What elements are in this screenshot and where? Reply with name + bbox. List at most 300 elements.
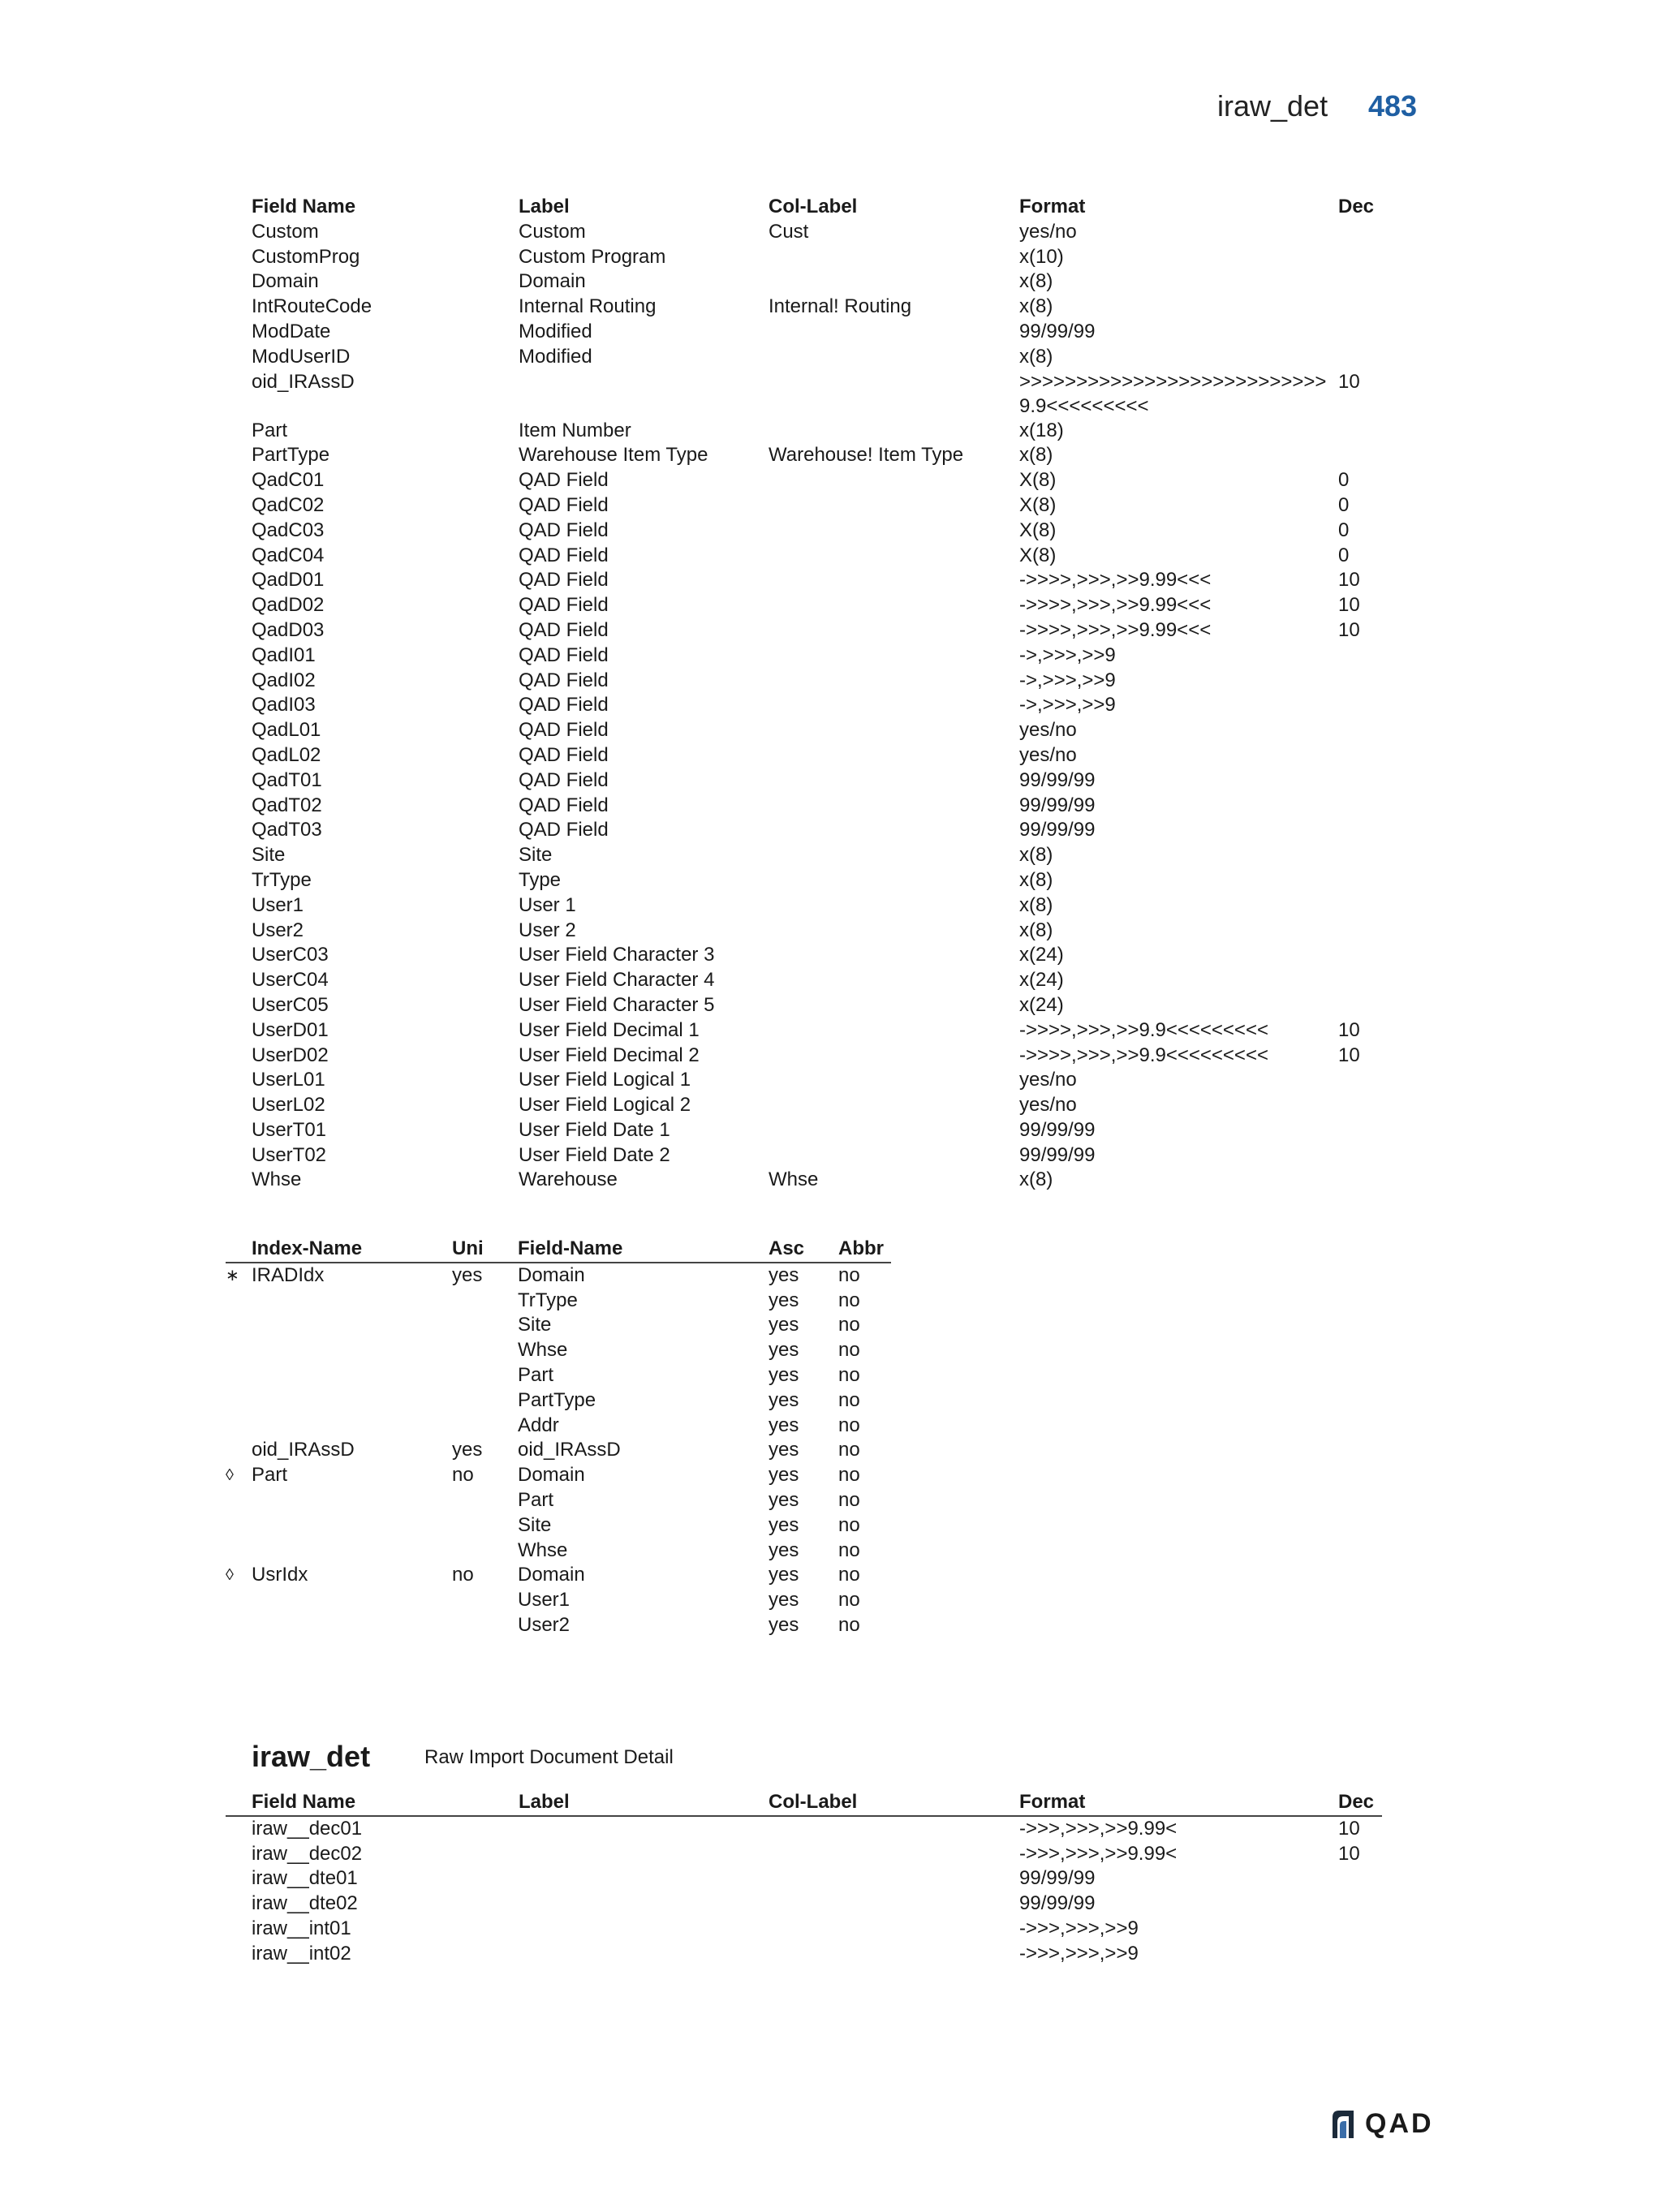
table-row (252, 968, 1387, 993)
table-row (252, 868, 1387, 893)
cell-dec (1338, 1143, 1387, 1168)
cell-field-name: Domain (518, 1564, 585, 1586)
section2-field-table (226, 1790, 1382, 1967)
cell-col-label (769, 568, 1019, 593)
cell-label: User Field Logical 1 (519, 1069, 691, 1091)
field-table (252, 195, 1387, 1193)
cell-dec (1338, 919, 1387, 944)
table-row (252, 593, 1387, 618)
cell-format: x(24) (1019, 944, 1064, 966)
cell-field-name: iraw__dec02 (252, 1842, 363, 1865)
index-marker-icon (226, 1613, 252, 1638)
cell-field-name: PartType (252, 444, 330, 467)
cell-asc: yes (769, 1464, 799, 1487)
cell-col-label (769, 419, 1019, 444)
row-spacer (226, 1866, 252, 1891)
col-header-format: Format (1019, 1790, 1338, 1816)
table-row (226, 1816, 1382, 1842)
table-row (252, 669, 1387, 694)
table-row (252, 370, 1387, 419)
cell-field-name: UserD02 (252, 1044, 329, 1066)
cell-label (519, 1942, 769, 1967)
cell-asc: yes (769, 1388, 799, 1411)
col-header-field-name: Field-Name (518, 1237, 769, 1263)
cell-field-name: QadL01 (252, 719, 321, 742)
cell-index-name (252, 1513, 452, 1539)
cell-abbr: no (838, 1289, 860, 1311)
cell-col-label (769, 1068, 1019, 1093)
cell-index-name: IRADIdx (252, 1263, 325, 1286)
cell-uni: no (452, 1464, 474, 1487)
cell-dec (1338, 768, 1387, 794)
cell-format: x(8) (1019, 868, 1053, 891)
cell-format: 99/99/99 (1019, 768, 1096, 791)
cell-label: QAD Field (519, 594, 609, 617)
cell-col-label (769, 245, 1019, 270)
cell-label: User Field Date 2 (519, 1143, 670, 1166)
table-row (226, 1866, 1382, 1891)
cell-field-name: iraw__dec01 (252, 1817, 363, 1840)
cell-field-name: oid_IRAssD (518, 1439, 621, 1461)
cell-uni (452, 1363, 518, 1388)
table-row (252, 468, 1387, 493)
cell-uni (452, 1313, 518, 1338)
cell-label: QAD Field (519, 669, 609, 691)
cell-abbr: no (838, 1263, 860, 1286)
cell-dec (1338, 669, 1387, 694)
section2-table-header (226, 1790, 1382, 1816)
cell-field-name: Domain (252, 270, 319, 293)
cell-label: Site (519, 844, 553, 867)
cell-field-name: QadI01 (252, 643, 316, 666)
cell-dec (1338, 245, 1387, 270)
cell-field-name: QadI02 (252, 669, 316, 691)
cell-asc: yes (769, 1314, 799, 1336)
row-spacer (226, 1816, 252, 1842)
index-row (226, 1388, 891, 1414)
cell-label: QAD Field (519, 569, 609, 592)
index-row (226, 1414, 891, 1439)
cell-field-name: UserC03 (252, 944, 329, 966)
cell-label: QAD Field (519, 643, 609, 666)
cell-dec (1338, 1866, 1382, 1891)
table-row (252, 1143, 1387, 1168)
cell-label (519, 1842, 769, 1867)
col-header-field-name: Field Name (252, 196, 356, 217)
cell-dec: 0 (1338, 519, 1350, 541)
cell-asc: yes (769, 1439, 799, 1461)
cell-dec (1338, 1891, 1382, 1917)
cell-col-label (769, 1018, 1019, 1044)
table-row (252, 220, 1387, 245)
cell-format: X(8) (1019, 519, 1057, 541)
page-number: 483 (1368, 89, 1418, 123)
table-row (252, 943, 1387, 968)
cell-label: QAD Field (519, 819, 609, 841)
cell-format: >>>>>>>>>>>>>>>>>>>>>>>>>>>9.9<<<<<<<<< (1019, 370, 1327, 417)
col-header-label: Label (519, 1790, 769, 1816)
section-title: iraw_det (252, 1740, 371, 1773)
cell-field-name: QadT02 (252, 794, 322, 816)
cell-col-label (769, 593, 1019, 618)
cell-field-name: QadD01 (252, 569, 325, 592)
cell-col-label (769, 843, 1019, 868)
cell-field-name: PartType (518, 1388, 596, 1411)
cell-field-name: UserL02 (252, 1094, 325, 1117)
cell-field-name: QadT01 (252, 768, 322, 791)
cell-col-label (769, 519, 1019, 544)
cell-dec (1338, 718, 1387, 743)
table-row (252, 345, 1387, 370)
cell-dec: 0 (1338, 544, 1350, 566)
cell-dec (1338, 993, 1387, 1018)
cell-abbr: no (838, 1589, 860, 1612)
cell-index-name (252, 1363, 452, 1388)
cell-index-name (252, 1539, 452, 1564)
cell-uni: yes (452, 1439, 483, 1461)
cell-format: ->>>>,>>>,>>9.9<<<<<<<<< (1019, 1018, 1268, 1041)
cell-label: User Field Character 3 (519, 944, 715, 966)
cell-label: QAD Field (519, 469, 609, 492)
index-row (226, 1563, 891, 1588)
cell-dec (1338, 419, 1387, 444)
cell-col-label (769, 1942, 1019, 1967)
cell-field-name: Whse (518, 1539, 568, 1561)
col-header-dec: Dec (1338, 1790, 1382, 1816)
cell-label: QAD Field (519, 794, 609, 816)
cell-uni: yes (452, 1263, 483, 1286)
cell-format: x(18) (1019, 419, 1064, 441)
cell-field-name: QadC03 (252, 519, 325, 541)
cell-col-label (769, 993, 1019, 1018)
cell-label: QAD Field (519, 493, 609, 516)
table-row (226, 1917, 1382, 1942)
index-table-header (226, 1237, 891, 1263)
cell-format: x(8) (1019, 844, 1053, 867)
cell-format: x(8) (1019, 295, 1053, 318)
table-row (252, 519, 1387, 544)
cell-format: ->>>>,>>>,>>9.99<<< (1019, 594, 1212, 617)
cell-format: 99/99/99 (1019, 1143, 1096, 1166)
table-row (252, 743, 1387, 768)
cell-field-name: TrType (252, 868, 312, 891)
cell-format: 99/99/99 (1019, 794, 1096, 816)
cell-label (519, 1816, 769, 1842)
col-header-field-name: Field Name (252, 1790, 519, 1816)
cell-abbr: no (838, 1464, 860, 1487)
cell-col-label (769, 544, 1019, 569)
cell-asc: yes (769, 1488, 799, 1511)
cell-uni (452, 1388, 518, 1414)
index-row (226, 1263, 891, 1289)
cell-label: Custom Program (519, 245, 666, 268)
cell-field-name: oid_IRAssD (252, 370, 355, 393)
cell-field-name: Part (252, 419, 288, 441)
cell-label: User Field Decimal 2 (519, 1044, 700, 1066)
cell-col-label (769, 345, 1019, 370)
cell-col-label (769, 269, 1019, 295)
index-marker-icon (226, 1388, 252, 1414)
cell-label: QAD Field (519, 544, 609, 566)
table-row (252, 493, 1387, 519)
cell-dec (1338, 443, 1387, 468)
cell-col-label (769, 943, 1019, 968)
cell-dec (1338, 643, 1387, 669)
table-row (252, 443, 1387, 468)
section-description: Raw Import Document Detail (424, 1746, 674, 1768)
col-header-asc: Asc (769, 1237, 838, 1263)
cell-field-name: User1 (518, 1589, 571, 1612)
running-header-title: iraw_det (1217, 89, 1328, 123)
cell-field-name: User1 (252, 893, 304, 916)
cell-dec: 10 (1338, 1842, 1360, 1865)
cell-asc: yes (769, 1589, 799, 1612)
cell-label: User Field Character 5 (519, 993, 715, 1016)
cell-col-label (769, 818, 1019, 843)
cell-index-name (252, 1588, 452, 1613)
cell-label: QAD Field (519, 719, 609, 742)
cell-dec (1338, 968, 1387, 993)
table-row (252, 1093, 1387, 1118)
col-header-abbr: Abbr (838, 1237, 891, 1263)
cell-index-name (252, 1488, 452, 1513)
cell-dec (1338, 743, 1387, 768)
cell-abbr: no (838, 1414, 860, 1436)
cell-label: Internal Routing (519, 295, 657, 318)
cell-dec (1338, 794, 1387, 819)
index-row (226, 1539, 891, 1564)
row-spacer (226, 1942, 252, 1967)
cell-format: x(8) (1019, 1168, 1053, 1191)
cell-index-name (252, 1388, 452, 1414)
cell-field-name: iraw__int01 (252, 1917, 351, 1939)
cell-field-name: Part (518, 1488, 554, 1511)
cell-col-label: Internal! Routing (769, 295, 912, 318)
cell-field-name: IntRouteCode (252, 295, 372, 318)
table-row (252, 1018, 1387, 1044)
cell-dec (1338, 893, 1387, 919)
cell-field-name: Whse (518, 1339, 568, 1362)
cell-label: QAD Field (519, 519, 609, 541)
qad-logo-text: QAD (1365, 2108, 1434, 2139)
cell-asc: yes (769, 1339, 799, 1362)
table-row (252, 544, 1387, 569)
row-spacer (226, 1842, 252, 1867)
table-row (252, 245, 1387, 270)
cell-dec: 10 (1338, 569, 1360, 592)
cell-format: yes/no (1019, 743, 1077, 766)
cell-dec (1338, 1168, 1387, 1193)
table-row (252, 1068, 1387, 1093)
index-marker-icon (226, 1363, 252, 1388)
row-spacer (226, 1891, 252, 1917)
cell-format: X(8) (1019, 493, 1057, 516)
cell-abbr: no (838, 1488, 860, 1511)
cell-dec: 0 (1338, 469, 1350, 492)
cell-field-name: TrType (518, 1289, 578, 1311)
cell-col-label (769, 320, 1019, 345)
cell-col-label (769, 1044, 1019, 1069)
cell-field-name: UserT02 (252, 1143, 327, 1166)
col-header-uni: Uni (452, 1237, 518, 1263)
cell-col-label: Whse (769, 1168, 819, 1191)
cell-index-name (252, 1313, 452, 1338)
cell-format: ->>>,>>>,>>9.99< (1019, 1842, 1178, 1865)
cell-col-label (769, 1917, 1019, 1942)
cell-label: QAD Field (519, 694, 609, 717)
cell-col-label (769, 1118, 1019, 1143)
index-row (226, 1513, 891, 1539)
cell-format: yes/no (1019, 1094, 1077, 1117)
cell-dec: 0 (1338, 493, 1350, 516)
cell-format: ->>>,>>>,>>9 (1019, 1942, 1139, 1965)
cell-format: ->>>>,>>>,>>9.99<<< (1019, 569, 1212, 592)
index-marker-icon (226, 1414, 252, 1439)
cell-format: ->>>,>>>,>>9 (1019, 1917, 1139, 1939)
cell-index-name: oid_IRAssD (252, 1439, 355, 1461)
cell-label: Domain (519, 270, 586, 293)
table-row (252, 618, 1387, 643)
cell-dec (1338, 320, 1387, 345)
cell-asc: yes (769, 1363, 799, 1386)
cell-col-label (769, 618, 1019, 643)
cell-label: User Field Logical 2 (519, 1094, 691, 1117)
cell-format: ->,>>>,>>9 (1019, 643, 1116, 666)
cell-col-label (769, 693, 1019, 718)
cell-format: x(8) (1019, 270, 1053, 293)
cell-abbr: no (838, 1388, 860, 1411)
cell-index-name (252, 1414, 452, 1439)
cell-dec (1338, 843, 1387, 868)
index-row (226, 1313, 891, 1338)
cell-col-label (769, 468, 1019, 493)
cell-label: Warehouse Item Type (519, 444, 708, 467)
cell-format: ->,>>>,>>9 (1019, 694, 1116, 717)
index-row (226, 1363, 891, 1388)
index-row (226, 1438, 891, 1463)
cell-field-name: ModUserID (252, 345, 351, 368)
cell-asc: yes (769, 1414, 799, 1436)
qad-logo (1328, 2108, 1434, 2140)
cell-field-name: User2 (252, 919, 304, 941)
cell-abbr: no (838, 1613, 860, 1636)
cell-col-label (769, 919, 1019, 944)
cell-abbr: no (838, 1439, 860, 1461)
cell-dec (1338, 693, 1387, 718)
cell-uni (452, 1539, 518, 1564)
cell-label: Custom (519, 220, 586, 243)
cell-uni (452, 1414, 518, 1439)
cell-format: yes/no (1019, 719, 1077, 742)
qad-logo-icon (1328, 2109, 1358, 2140)
cell-format: 99/99/99 (1019, 1892, 1096, 1915)
table-row (252, 320, 1387, 345)
cell-label: Type (519, 868, 562, 891)
cell-col-label (769, 493, 1019, 519)
cell-label (519, 1891, 769, 1917)
table-row (252, 269, 1387, 295)
table-row (252, 768, 1387, 794)
cell-asc: yes (769, 1513, 799, 1536)
cell-field-name: Part (518, 1363, 554, 1386)
cell-col-label (769, 794, 1019, 819)
cell-label: QAD Field (519, 768, 609, 791)
cell-format: X(8) (1019, 544, 1057, 566)
table-row (226, 1891, 1382, 1917)
cell-uni (452, 1338, 518, 1363)
cell-col-label (769, 643, 1019, 669)
cell-dec (1338, 1118, 1387, 1143)
table-row (252, 919, 1387, 944)
cell-field-name: QadD02 (252, 594, 325, 617)
col-header-dec: Dec (1338, 196, 1375, 217)
index-marker-icon (226, 1488, 252, 1513)
cell-field-name: User2 (518, 1613, 571, 1636)
table-row (252, 693, 1387, 718)
cell-field-name: iraw__int02 (252, 1942, 351, 1965)
cell-dec: 10 (1338, 1044, 1360, 1066)
index-marker-icon: ◊ (226, 1566, 234, 1585)
cell-format: 99/99/99 (1019, 320, 1096, 342)
table-row (252, 794, 1387, 819)
cell-dec (1338, 868, 1387, 893)
cell-format: ->>>>,>>>,>>9.9<<<<<<<<< (1019, 1044, 1268, 1066)
index-row (226, 1463, 891, 1488)
cell-field-name: UserT01 (252, 1118, 327, 1141)
table-row (252, 1118, 1387, 1143)
cell-abbr: no (838, 1539, 860, 1561)
cell-label: QAD Field (519, 618, 609, 641)
cell-format: X(8) (1019, 469, 1057, 492)
cell-asc: yes (769, 1289, 799, 1311)
cell-col-label (769, 1143, 1019, 1168)
cell-format: x(8) (1019, 893, 1053, 916)
cell-index-name (252, 1338, 452, 1363)
table-row (252, 718, 1387, 743)
cell-col-label (769, 370, 1019, 419)
index-marker-icon (226, 1539, 252, 1564)
cell-abbr: no (838, 1363, 860, 1386)
cell-field-name: iraw__dte02 (252, 1892, 358, 1915)
cell-uni (452, 1588, 518, 1613)
cell-label: Item Number (519, 419, 631, 441)
index-row (226, 1289, 891, 1314)
cell-col-label (769, 893, 1019, 919)
cell-format: 99/99/99 (1019, 819, 1096, 841)
col-header-index-name: Index-Name (252, 1237, 452, 1263)
cell-asc: yes (769, 1564, 799, 1586)
cell-field-name: Site (252, 844, 286, 867)
cell-field-name: UserC05 (252, 993, 329, 1016)
cell-dec (1338, 345, 1387, 370)
cell-dec (1338, 295, 1387, 320)
cell-label: Modified (519, 320, 592, 342)
table-row (252, 993, 1387, 1018)
cell-dec (1338, 1068, 1387, 1093)
cell-col-label (769, 868, 1019, 893)
col-header-col-label: Col-Label (769, 1790, 1019, 1816)
cell-field-name: QadC02 (252, 493, 325, 516)
cell-label: Warehouse (519, 1168, 618, 1191)
table-row (226, 1942, 1382, 1967)
index-marker-icon (226, 1313, 252, 1338)
cell-dec: 10 (1338, 594, 1360, 617)
index-row (226, 1588, 891, 1613)
col-header-col-label: Col-Label (769, 196, 858, 217)
cell-label: QAD Field (519, 743, 609, 766)
cell-uni (452, 1613, 518, 1638)
cell-format: yes/no (1019, 1069, 1077, 1091)
